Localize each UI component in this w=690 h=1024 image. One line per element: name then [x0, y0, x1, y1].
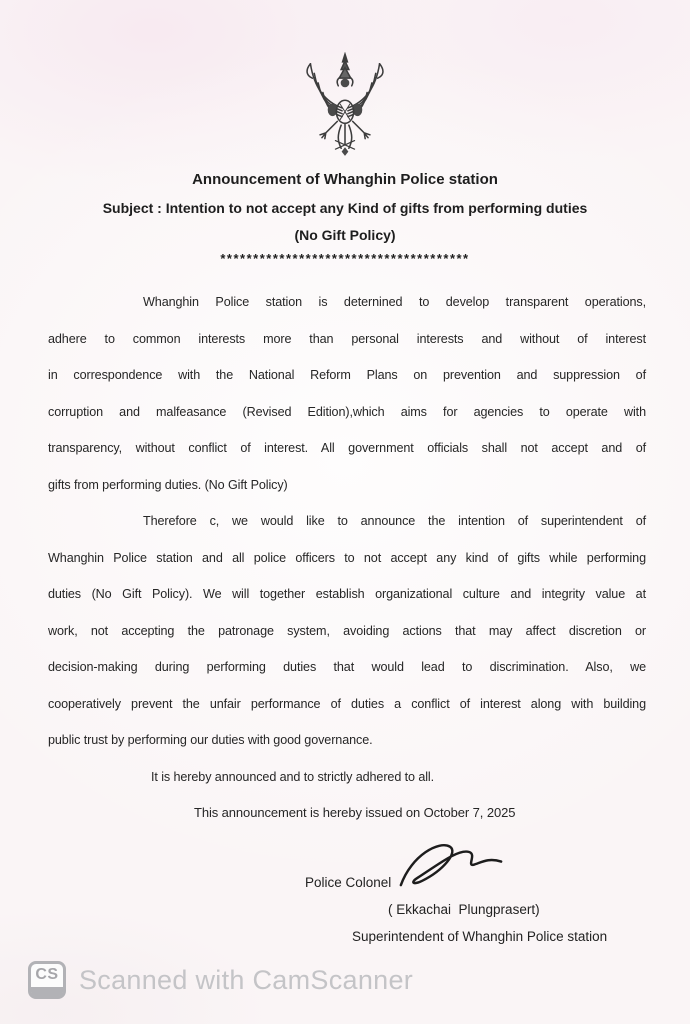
document-title: Announcement of Whanghin Police station — [192, 171, 498, 188]
issued-date-line: This announcement is hereby issued on October 7, 2025 — [194, 805, 516, 820]
document-body — [48, 284, 646, 832]
paragraph2-line: work, not accepting the patronage system, avoiding actions that may affect discretion or — [48, 623, 646, 638]
signer-rank: Police Colonel — [305, 875, 392, 890]
paragraph1-line: gifts from performing duties. (No Gift Policy) — [48, 477, 288, 492]
paragraph1-line: in correspondence with the National Reform Plans on prevention and suppression of — [48, 368, 646, 382]
camscanner-watermark-text: Scanned with CamScanner — [79, 964, 414, 995]
signer-position: Superintendent of Whanghin Police station — [352, 929, 608, 944]
paragraph1-line: Whanghin Police station is deternined to develop transparent operations, — [143, 295, 646, 309]
subject-line: Subject : Intention to not accept any Kind of gifts from performing duties — [102, 200, 588, 216]
paragraph2-line: duties (No Gift Policy). We will together establish organizational culture and integrity value at — [48, 587, 646, 601]
divider-asterisks: ************************************** — [220, 251, 470, 266]
garuda-emblem-icon — [297, 52, 393, 160]
paragraph2-line: Whanghin Police station and all police officers to not accept any kind of gifts while performing — [48, 550, 646, 565]
paragraph2-line: public trust by performing our duties with good governance. — [48, 733, 373, 747]
paragraph1-line: transparency, without conflict of interest. All government officials shall not accept and of — [48, 441, 646, 455]
handwritten-signature — [392, 836, 510, 900]
camscanner-logo-bar — [31, 987, 63, 996]
paragraph1-line: adhere to common interests more than personal interests and without of interest — [48, 331, 646, 346]
paragraph1-line: corruption and malfeasance (Revised Edition),which aims for agencies to operate with — [48, 404, 646, 419]
closing-statement: It is hereby announced and to strictly adhered to all. — [151, 769, 435, 784]
camscanner-logo-letters: CS — [35, 966, 59, 983]
signer-name: ( Ekkachai Plungprasert) — [388, 902, 540, 917]
camscanner-logo-icon — [28, 961, 66, 999]
policy-subtitle: (No Gift Policy) — [294, 227, 396, 243]
paragraph2-line: Therefore c, we would like to announce the intention of superintendent of — [143, 514, 646, 528]
paragraph2-line: cooperatively prevent the unfair performance of duties a conflict of interest along with building — [48, 696, 646, 711]
paragraph2-line: decision-making during performing duties that would lead to discrimination. Also, we — [48, 660, 646, 674]
camscanner-watermark — [28, 961, 413, 999]
